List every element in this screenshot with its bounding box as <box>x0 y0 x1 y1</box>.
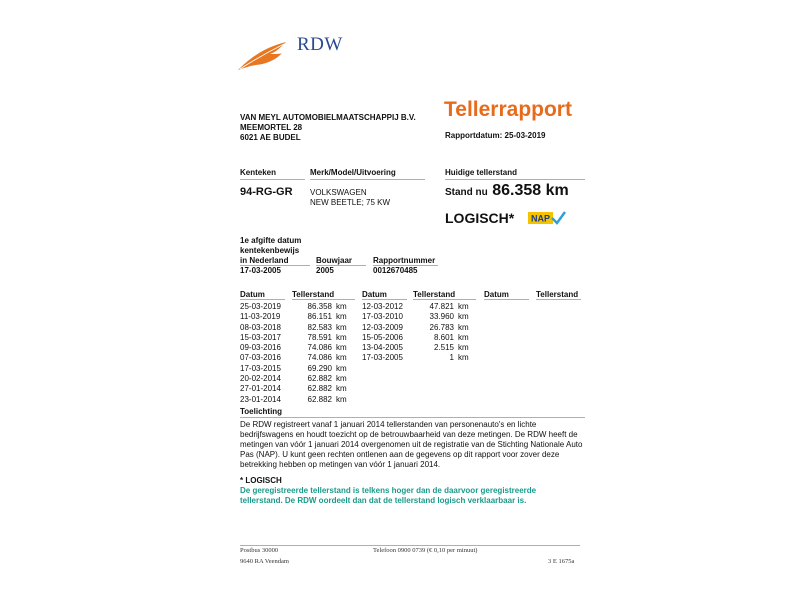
reading-row <box>240 302 347 312</box>
readings-rule-1b <box>292 299 355 300</box>
vehicle-make: VOLKSWAGEN <box>310 188 367 197</box>
readings-rule-1a <box>240 299 285 300</box>
first-issue-value: 17-03-2005 <box>240 266 281 275</box>
vehicle-model: NEW BEETLE; 75 KW <box>310 198 391 207</box>
stand-value: 86.358 km <box>492 182 569 199</box>
reading-date: 25-03-2019 <box>240 302 281 311</box>
year-value: 2005 <box>316 266 334 275</box>
readings-table-1 <box>240 302 347 405</box>
company-street: MEEMORTEL 28 <box>240 123 303 132</box>
col3-date-header: Datum <box>484 290 509 299</box>
header-rule-right <box>445 179 585 180</box>
reading-date: 17-03-2010 <box>362 312 403 322</box>
reading-value: 69.290 <box>307 363 332 373</box>
status-logisch: LOGISCH* <box>445 210 515 226</box>
reading-value: 86.358 <box>307 302 332 311</box>
readings-rule-3a <box>484 299 529 300</box>
reading-date: 20-02-2014 <box>240 374 281 384</box>
reading-unit: km <box>336 302 347 311</box>
explanation-rule <box>240 417 585 418</box>
rdw-feather-logo <box>236 38 292 72</box>
footer-postbus: Postbus 30000 <box>240 547 279 554</box>
reading-row <box>362 312 469 322</box>
reading-row <box>362 323 469 333</box>
reading-row <box>240 395 347 405</box>
reading-value: 74.086 <box>307 353 332 363</box>
explanation-heading: Toelichting <box>240 407 283 416</box>
reading-value: 86.151 <box>307 312 332 322</box>
reading-row <box>362 333 469 343</box>
reading-date: 13-04-2005 <box>362 343 403 353</box>
reading-unit: km <box>458 322 469 332</box>
kenteken-label: Kenteken <box>240 168 277 177</box>
make-model <box>310 188 390 208</box>
reading-unit: km <box>336 353 347 363</box>
reading-unit: km <box>458 353 469 363</box>
stand-prefix: Stand nu <box>445 187 488 198</box>
reading-value: 47.821 <box>429 302 454 311</box>
reading-value: 62.882 <box>307 384 332 394</box>
col2-stand-header: Tellerstand <box>413 290 456 299</box>
readings-table-2 <box>362 302 469 364</box>
readings-rule-2a <box>362 299 407 300</box>
reading-date: 08-03-2018 <box>240 322 281 332</box>
report-number-value: 0012670485 <box>373 266 418 275</box>
footer-phone: Telefoon 0900 0739 (€ 0,10 per minuut) <box>373 547 478 554</box>
col3-stand-header: Tellerstand <box>536 290 579 299</box>
reading-row <box>240 323 347 333</box>
reading-row <box>240 374 347 384</box>
reading-date: 12-03-2012 <box>362 302 403 311</box>
reading-value: 33.960 <box>429 312 454 322</box>
footer-code: 3 E 1675a <box>548 558 575 565</box>
reading-value: 78.591 <box>307 332 332 342</box>
col1-stand-header: Tellerstand <box>292 290 335 299</box>
footer-city: 9640 RA Veendam <box>240 558 289 565</box>
reading-row <box>240 343 347 353</box>
current-stand-label: Huidige tellerstand <box>445 168 518 177</box>
readings-rule-2b <box>413 299 476 300</box>
company-address <box>240 113 416 143</box>
reading-date: 07-03-2016 <box>240 353 281 363</box>
header-rule-left <box>240 179 305 180</box>
reading-value: 62.882 <box>307 374 332 384</box>
reading-row <box>362 302 469 312</box>
reading-date: 23-01-2014 <box>240 394 281 404</box>
report-number-label: Rapportnummer <box>373 256 436 265</box>
current-stand <box>445 182 569 200</box>
reading-value: 26.783 <box>429 322 454 332</box>
report-title: Tellerrapport <box>444 98 572 121</box>
reading-unit: km <box>336 394 347 404</box>
note-text: De geregistreerde tellerstand is telkens hoger dan de daarvoor geregistreerde tellerstand. De RDW oordeelt dan dat de tellerstand logisch verklaarbaar is. <box>240 486 537 505</box>
reading-unit: km <box>336 343 347 353</box>
logo-text: RDW <box>297 34 343 55</box>
reading-unit: km <box>336 312 347 322</box>
reading-row <box>362 343 469 353</box>
reading-date: 09-03-2016 <box>240 343 281 353</box>
reading-value: 82.583 <box>307 322 332 332</box>
company-city: 6021 AE BUDEL <box>240 133 301 142</box>
reading-date: 17-03-2005 <box>362 353 403 363</box>
header-rule-mid <box>310 179 425 180</box>
reading-row <box>362 353 469 363</box>
model-label: Merk/Model/Uitvoering <box>310 168 396 177</box>
readings-rule-3b <box>536 299 581 300</box>
reading-row <box>240 384 347 394</box>
nap-badge <box>528 211 566 225</box>
reading-unit: km <box>336 332 347 342</box>
reading-date: 27-01-2014 <box>240 384 281 394</box>
explanation-text: De RDW registreert vanaf 1 januari 2014 tellerstanden van personenauto's en lichte bedrijfswagens en houdt toezicht op de betrouwbaarheid van deze metingen. De RDW heeft de metingen van vóór 1 januari 2014 overgenomen uit de registratie van de Stichting Nationale Auto Pas (NAP). U kunt geen rechten ontlenen aan de gegevens op dit rapport voor zover deze betrekking hebben op metingen van vóór 1 januari 2014. <box>240 420 583 469</box>
reading-row <box>240 353 347 363</box>
reading-value: 8.601 <box>433 332 454 342</box>
reading-unit: km <box>458 302 469 311</box>
reading-date: 11-03-2019 <box>240 312 281 322</box>
reading-value: 1 <box>449 353 454 363</box>
col1-date-header: Datum <box>240 290 265 299</box>
reading-value: 62.882 <box>307 394 332 404</box>
reading-unit: km <box>458 343 469 353</box>
reading-row <box>240 364 347 374</box>
reading-date: 15-03-2017 <box>240 332 281 342</box>
report-date: Rapportdatum: 25-03-2019 <box>445 131 546 140</box>
footer-rule <box>240 545 580 546</box>
company-name: VAN MEYL AUTOMOBIELMAATSCHAPPIJ B.V. <box>240 113 416 122</box>
reading-date: 15-05-2006 <box>362 332 403 342</box>
first-issue-label: 1e afgifte datum kentekenbewijs in Nederland <box>240 236 302 265</box>
reading-row <box>240 333 347 343</box>
reading-unit: km <box>336 384 347 394</box>
reading-unit: km <box>336 363 347 373</box>
reading-value: 74.086 <box>307 343 332 353</box>
reading-unit: km <box>458 332 469 342</box>
note-heading: * LOGISCH <box>240 476 282 485</box>
reading-unit: km <box>336 374 347 384</box>
col2-date-header: Datum <box>362 290 387 299</box>
year-label: Bouwjaar <box>316 256 353 265</box>
nap-badge-text: NAP <box>530 213 551 224</box>
reading-row <box>240 312 347 322</box>
kenteken-value: 94-RG-GR <box>240 186 293 198</box>
reading-date: 12-03-2009 <box>362 322 403 332</box>
reading-value: 2.515 <box>433 343 454 353</box>
reading-unit: km <box>336 322 347 332</box>
reading-date: 17-03-2015 <box>240 363 281 373</box>
reading-unit: km <box>458 312 469 322</box>
